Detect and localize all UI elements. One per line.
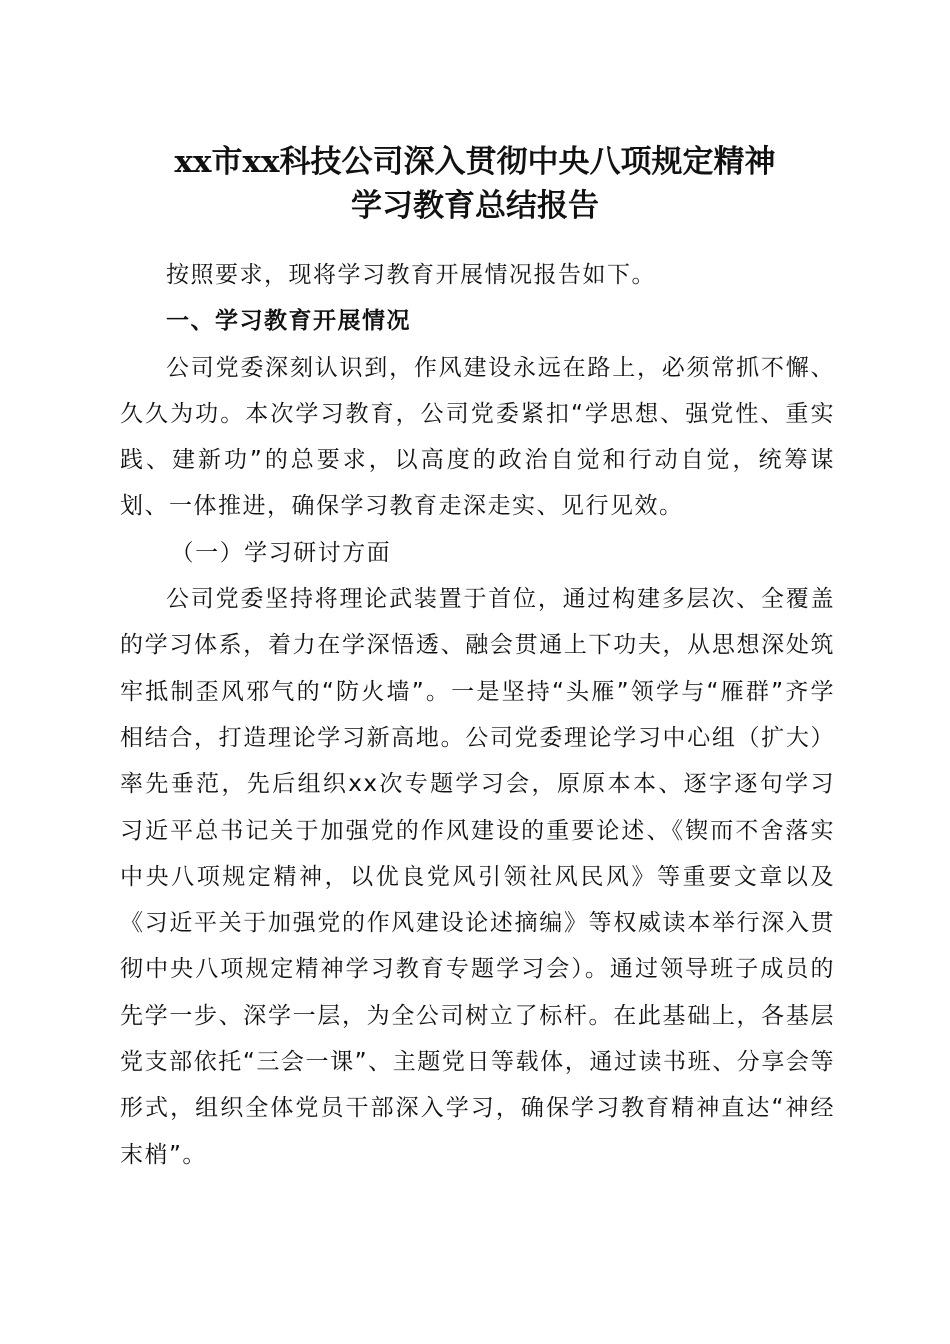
subsection-1-paragraph: 公司党委坚持将理论武装置于首位，通过构建多层次、全覆盖的学习体系，着力在学深悟透、融会贯通上下功夫，从思想深处筑牢抵制歪风邪气的“防火墙”。一是坚持“头雁”领学与“雁群”齐学相结合，打造理论学习新高地。公司党委理论学习中心组（扩大）率先垂范，先后组织xx次专题学习会，原原本本、逐字逐句学习习近平总书记关于加强党的作风建设的重要论述、《锲而不舍落实中央八项规定精神，以优良党风引领社风民风》等重要文章以及《习近平关于加强党的作风建设论述摘编》等权威读本举行深入贯彻中央八项规定精神学习教育专题学习会）。通过领导班子成员的先学一步、深学一层，为全公司树立了标杆。在此基础上，各基层党支部依托“三会一课”、主题党日等载体，通过读书班、分享会等形式，组织全体党员干部深入学习，确保学习教育精神直达“神经末梢”。	[120, 586, 835, 1168]
intro-paragraph: 按照要求，现将学习教育开展情况报告如下。	[166, 262, 656, 288]
section-1-heading: 一、学习教育开展情况	[166, 308, 411, 335]
section-1-paragraph: 公司党委深刻认识到，作风建设永远在路上，必须常抓不懈、久久为功。本次学习教育，公司党委紧扣“学思想、强党性、重实践、建新功”的总要求，以高度的政治自觉和行动自觉，统筹谋划、一体推进，确保学习教育走深走实、见行见效。	[120, 354, 835, 520]
document-title-line-1: xx市xx科技公司深入贯彻中央八项规定精神	[174, 144, 776, 180]
document-body	[120, 252, 835, 1178]
subsection-1-heading: （一）学习研讨方面	[170, 539, 392, 566]
document-title-line-2: 学习教育总结报告	[351, 188, 599, 224]
